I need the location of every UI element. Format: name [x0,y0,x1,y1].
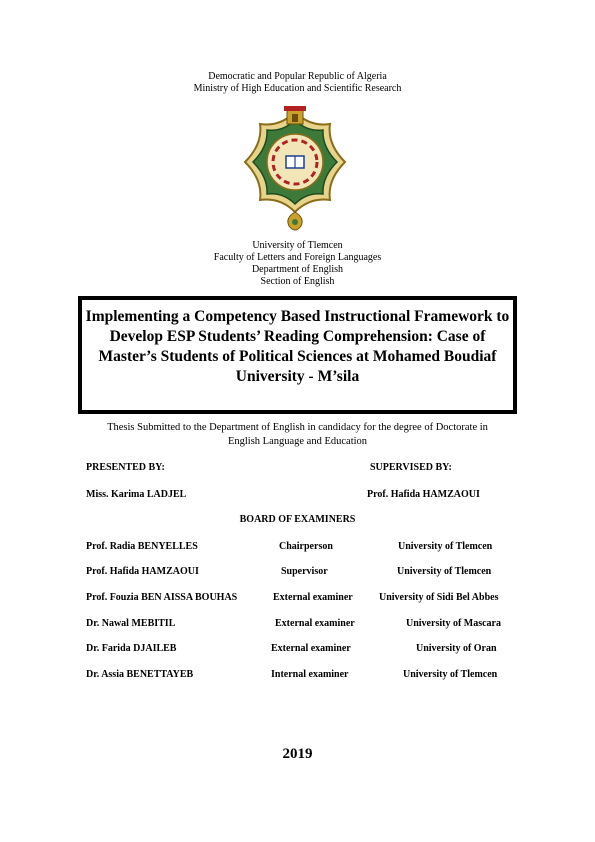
thesis-title-line: University - M’sila [235,368,360,385]
thesis-title [82,307,513,387]
examiner-name: Prof. Fouzia BEN AISSA BOUHAS [86,592,238,603]
thesis-title-line: Implementing a Competency Based Instructional Framework to [85,308,510,325]
examiner-name: Dr. Farida DJAILEB [86,643,177,654]
thesis-title-line: Develop ESP Students’ Reading Comprehension: Case of [109,328,486,345]
section-name: Section of English [260,276,335,287]
thesis-title-line: Master’s Students of Political Sciences at Mohamed Boudiaf [98,348,497,365]
presenter-name: Miss. Karima LADJEL [86,489,187,500]
examiner-name: Prof. Radia BENYELLES [86,541,198,552]
thesis-year: 2019 [282,746,313,762]
university-name: University of Tlemcen [252,240,343,251]
examiner-affiliation: University of Oran [416,643,497,654]
board-title: BOARD OF EXAMINERS [239,514,356,525]
examiner-affiliation: University of Tlemcen [403,669,498,680]
examiner-role: External examiner [275,618,355,629]
examiner-affiliation: University of Mascara [406,618,501,629]
thesis-title-box [78,296,517,414]
university-emblem [220,100,370,236]
submission-line-2: English Language and Education [227,436,368,447]
header-ministry: Ministry of High Education and Scientific Research [193,83,402,94]
examiner-role: Internal examiner [271,669,349,680]
examiner-affiliation: University of Tlemcen [398,541,493,552]
examiner-role: Chairperson [279,541,333,552]
presented-by-label: PRESENTED BY: [86,462,165,473]
examiner-role: External examiner [271,643,351,654]
examiner-role: External examiner [273,592,353,603]
supervisor-name: Prof. Hafida HAMZAOUI [367,489,480,500]
examiner-name: Prof. Hafida HAMZAOUI [86,566,199,577]
examiner-role: Supervisor [281,566,328,577]
examiner-name: Dr. Assia BENETTAYEB [86,669,194,680]
header-country: Democratic and Popular Republic of Algeria [208,71,387,82]
examiner-name: Dr. Nawal MEBITIL [86,618,176,629]
department-name: Department of English [251,264,344,275]
university-emblem-icon [220,100,370,236]
supervised-by-label: SUPERVISED BY: [370,462,452,473]
examiner-affiliation: University of Sidi Bel Abbes [379,592,499,603]
submission-line-1: Thesis Submitted to the Department of English in candidacy for the degree of Doctorate in [107,422,488,433]
faculty-name: Faculty of Letters and Foreign Languages [213,252,382,263]
examiner-affiliation: University of Tlemcen [397,566,492,577]
